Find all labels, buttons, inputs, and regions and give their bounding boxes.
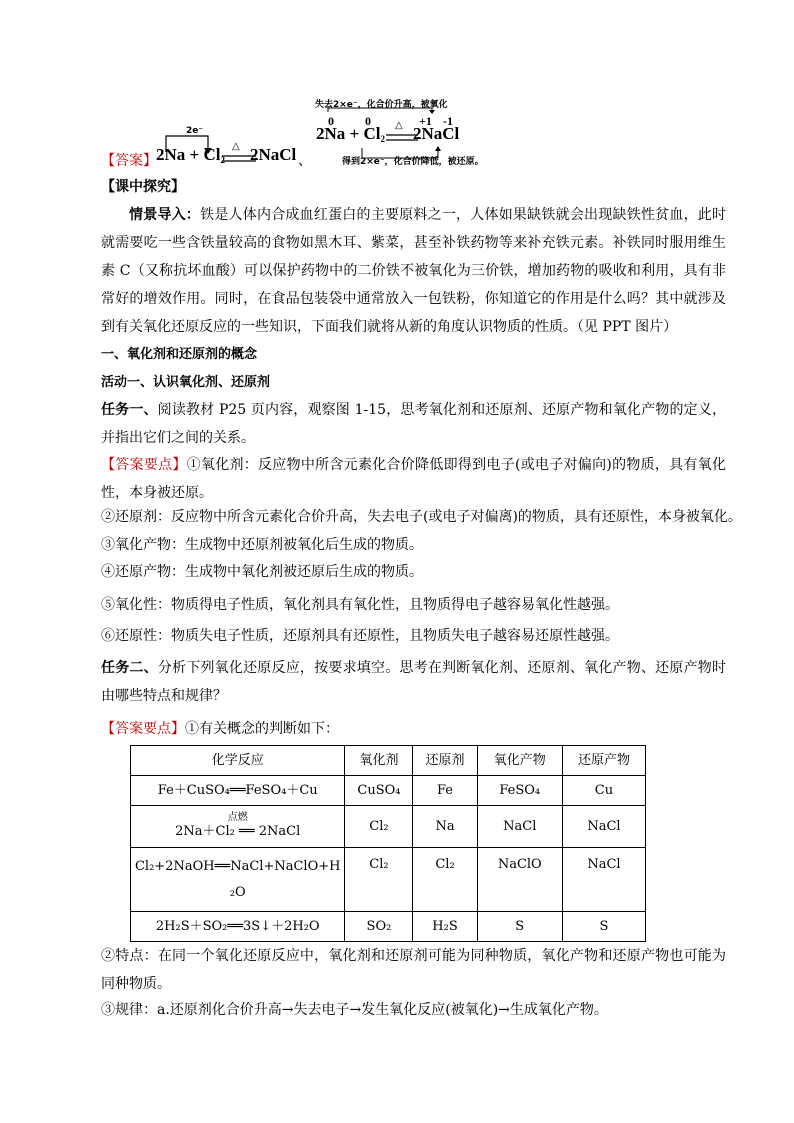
equation-2-right: 2NaCl [413,124,460,143]
header-oxidant: 氧化剂 [345,746,413,776]
equation-2-heat-sign: △ [395,120,403,131]
intro-paragraph: 情景导入：铁是人体内合成血红蛋白的主要原料之一，人体如果缺铁就会出现缺铁性贫血，此时就需要吃一些含铁量较高的食物如黑木耳、紫菜，甚至补铁药物等来补充铁元素。补铁同时服用维生素 C（又称抗坏血酸）可以保护药物中的二价铁不被氧化为三价铁，增加药物的吸收和利用，具有非常好的增效作用。同时，在食品包装袋中通常放入一包铁粉，你知道它的作用是什么吗？其中就涉及到有关氧化还原反应的一些知识，下面我们就将从新的角度认识物质的性质。（见 PPT 图片） [101,207,727,335]
header-reaction: 化学反应 [131,746,345,776]
reaction-condition: 点燃 [227,811,248,823]
answer-key-2: 【答案要点】①有关概念的判断如下： [101,721,339,737]
oxidation-state-na: 0 [328,114,334,128]
table-row: Fe＋CuSO₄══FeSO₄＋Cu CuSO₄ Fe FeSO₄ Cu [131,776,646,806]
equation-2-bottom-note: 得到2×e⁻，化合价降低，被还原。 [342,157,484,167]
answer-point-1: 【答案要点】①氧化剂：反应物中所含元素化合价降低即得到电子(或电子对偏向)的物质，具有氧化性，本身被还原。 [101,457,727,501]
activity-title: 活动一、认识氧化剂、还原剂 [101,375,271,390]
rule-line: ③规律：a.还原剂化合价升高→失去电子→发生氧化反应(被氧化)→生成氧化产物。 [101,1002,608,1018]
table-row: 2H₂S＋SO₂══3S↓＋2H₂O SO₂ H₂S S S [131,912,646,942]
feature-paragraph: ②特点：在同一个氧化还原反应中，氧化剂和还原剂可能为同种物质，氧化产物和还原产物也可能为同种物质。 [101,948,726,992]
equation-1-left: $2Na + Cl_2$ [156,145,225,165]
answer-point-2: ②还原剂：反应物中所含元素化合价升高，失去电子(或电子对偏离)的物质，具有还原性，本身被氧化。 [101,509,742,525]
answer-point-5: ⑤氧化性：物质得电子性质，氧化剂具有氧化性，且物质得电子越容易氧化性越强。 [101,597,619,613]
section-title: 一、氧化剂和还原剂的概念 [101,347,258,362]
header-reductant: 还原剂 [413,746,477,776]
equation-2-left: $2Na + Cl_2$ [316,124,385,144]
equation-1-heat-sign: △ [232,141,240,152]
task1-paragraph: 任务一、阅读教材 P25 页内容，观察图 1-15，思考氧化剂和还原剂、还原产物和氧化产物的定义，并指出它们之间的关系。 [101,402,726,446]
table-row: 点燃 2Na＋Cl₂ ══ 2NaCl Cl₂ Na NaCl NaCl [131,806,646,848]
table-row: Cl₂+2NaOH══NaCl+NaClO+H ₂O Cl₂ Cl₂ NaClO NaCl [131,848,646,912]
oxidation-state-cl2: 0 [365,114,371,128]
equation-separator: 、 [298,153,312,169]
redox-table [130,745,646,942]
table-header-row [131,746,646,776]
equation-1-electron-label: 2e⁻ [186,126,204,136]
answer-label: 【答案】 [101,153,157,169]
oxidation-state-na-product: +1 [419,114,432,128]
header-ox-product: 氧化产物 [477,746,562,776]
answer-point-6: ⑥还原性：物质失电子性质，还原剂具有还原性，且物质失电子越容易还原性越强。 [101,628,619,644]
equation-1-right: 2NaCl [250,145,297,164]
task2-paragraph: 任务二、分析下列氧化还原反应，按要求填空。思考在判断氧化剂、还原剂、氧化产物、还原产物时由哪些特点和规律？ [101,660,727,704]
oxidation-state-cl-product: -1 [443,114,453,128]
answer-point-3: ③氧化产物：生成物中还原剂被氧化后生成的物质。 [101,537,423,553]
inquiry-heading: 【课中探究】 [101,179,185,195]
header-red-product: 还原产物 [562,746,645,776]
answer-point-4: ④还原产物：生成物中氧化剂被还原后生成的物质。 [101,564,423,580]
equation-2-top-note: 失去2×e⁻，化合价升高，被氧化 [315,100,448,110]
